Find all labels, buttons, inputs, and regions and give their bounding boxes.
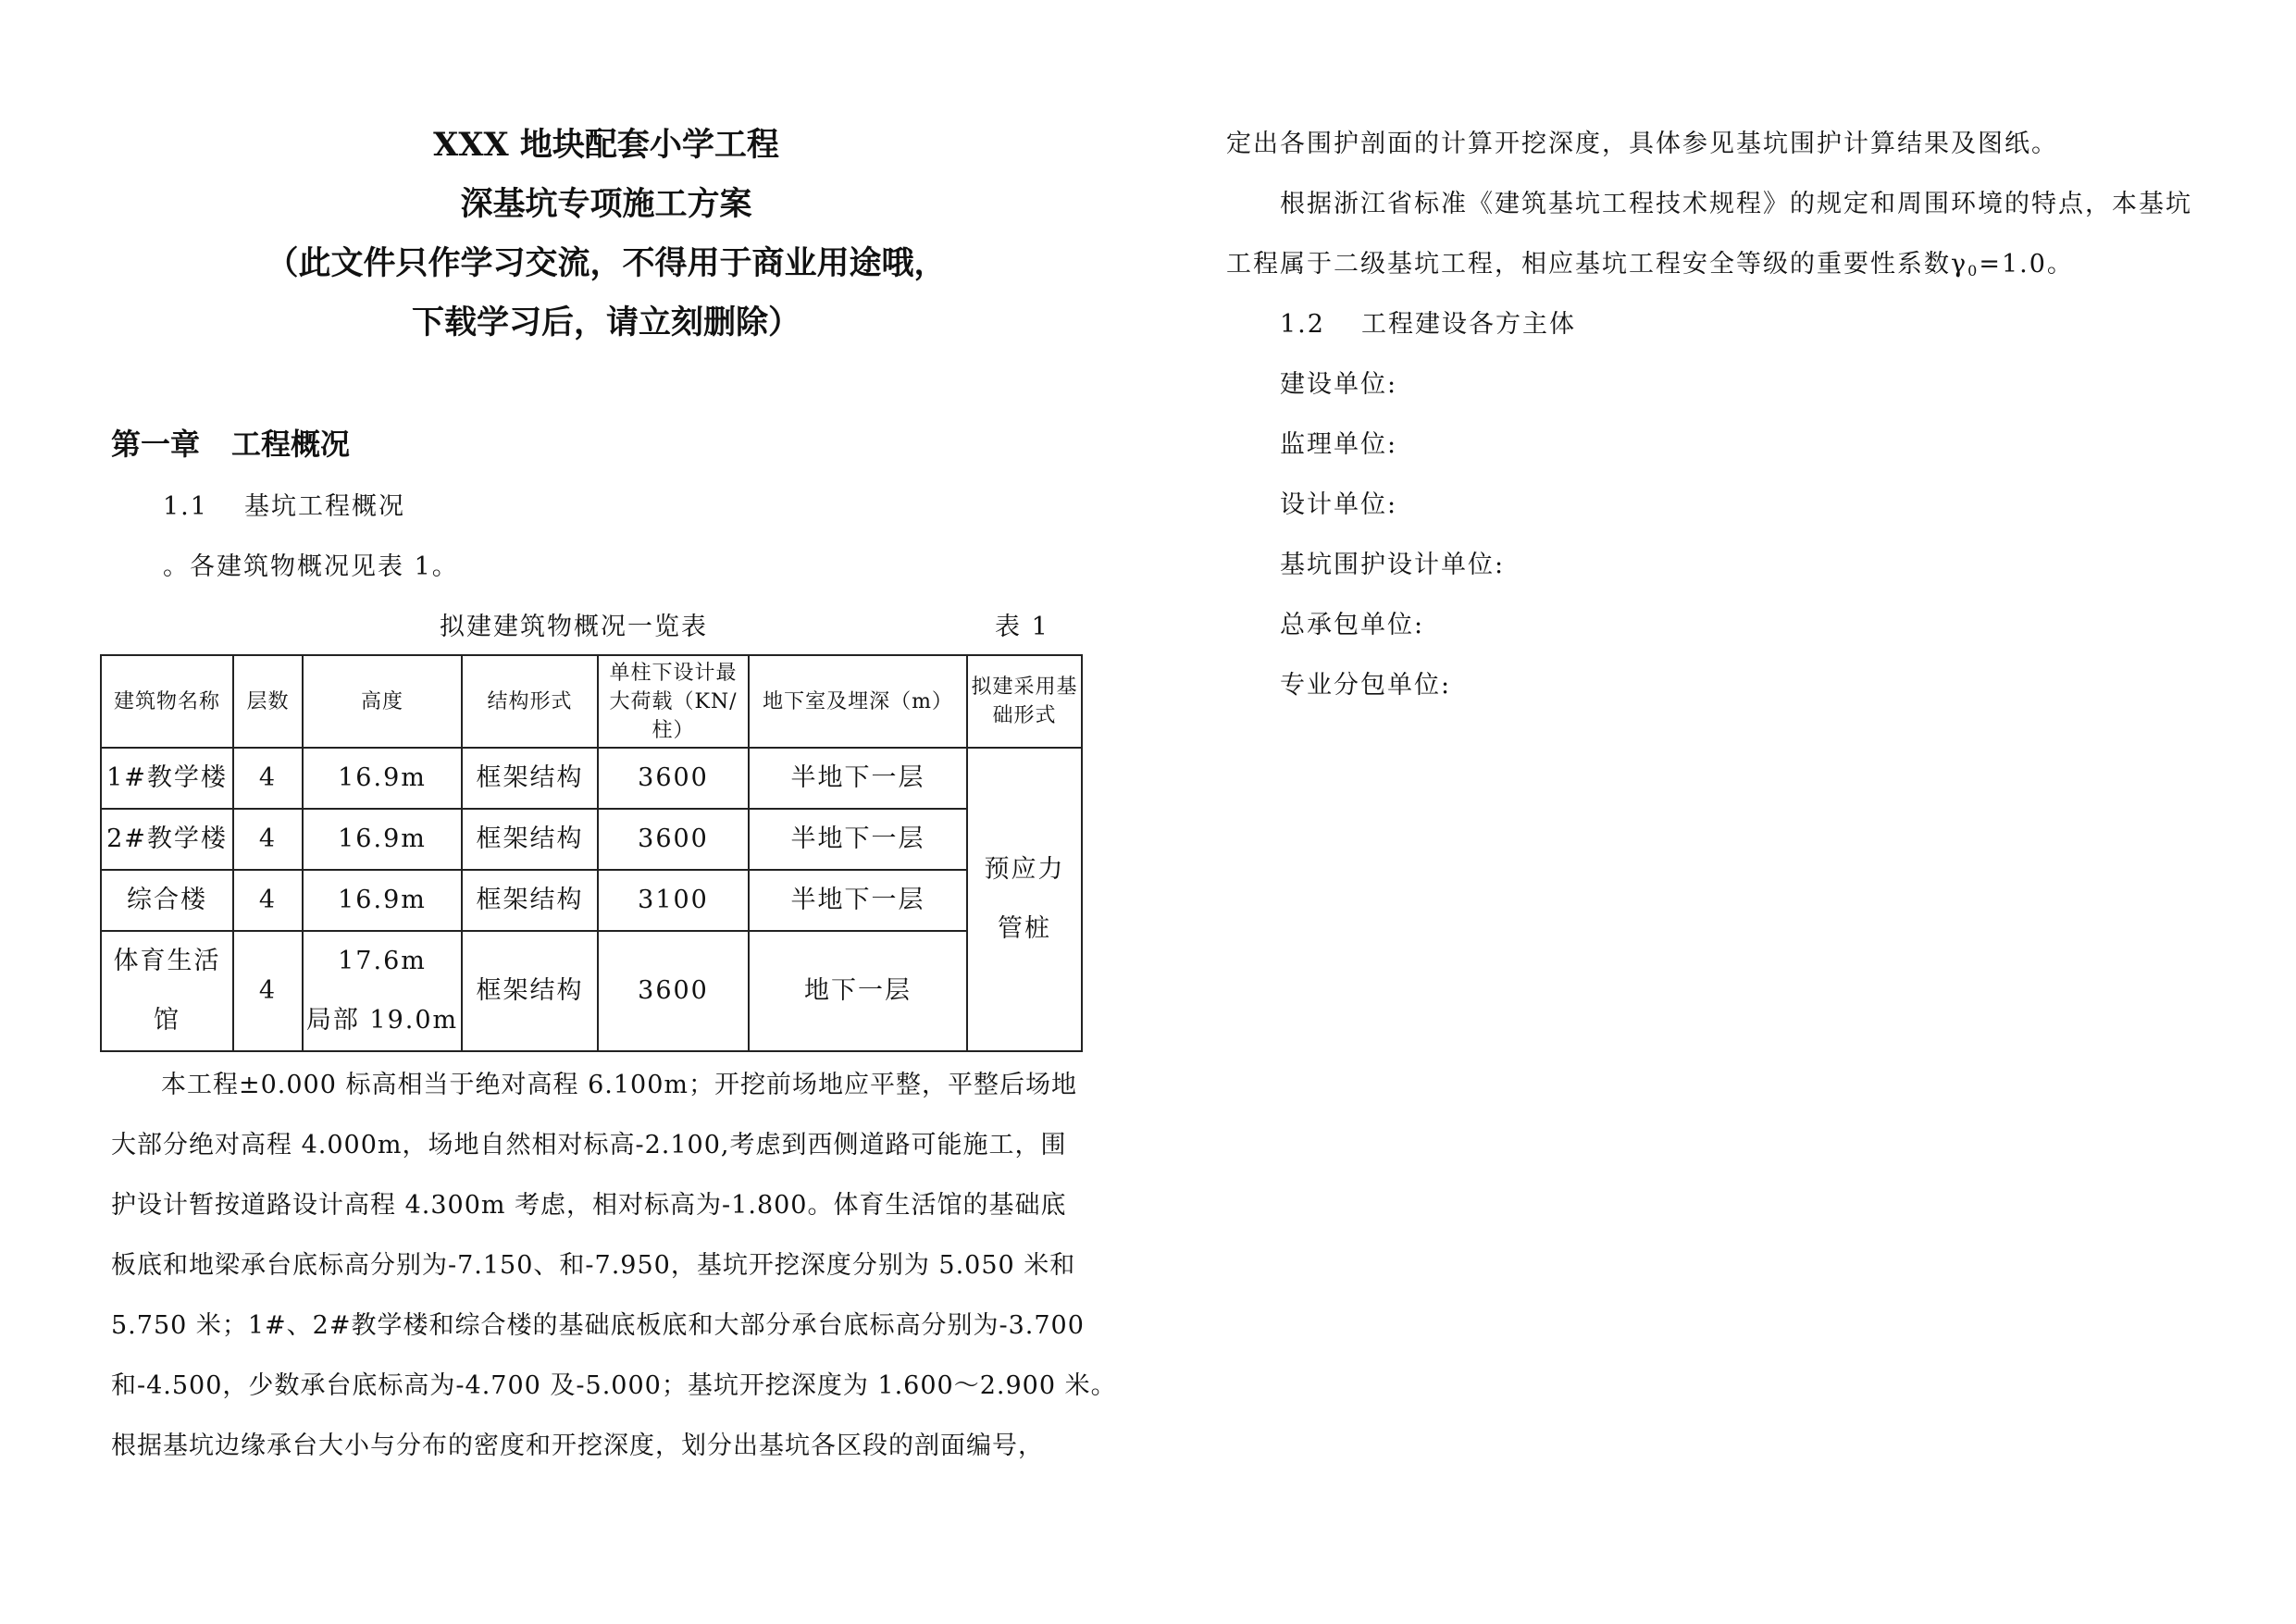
table-row [101, 870, 1082, 931]
paragraph-line: 和-4.500，少数承台底标高为-4.700 及-5.000；基坑开挖深度为 1.600～2.900 米。 [111, 1371, 1117, 1400]
cell-structure: 框架结构 [462, 870, 598, 931]
cell-name: 1#教学楼 [101, 748, 233, 809]
header-height: 高度 [303, 655, 462, 748]
intro-line: 。各建筑物概况见表 1。 [163, 552, 459, 581]
cell-name: 2#教学楼 [101, 809, 233, 870]
cell-basement: 半地下一层 [749, 809, 967, 870]
gamma-subscript: 0 [1967, 262, 1980, 279]
party-subcontractor: 专业分包单位: [1280, 671, 1452, 700]
cell-load: 3600 [598, 748, 749, 809]
cell-foundation: 预应力 管桩 [967, 748, 1082, 1051]
paragraph-line: 护设计暂按道路设计高程 4.300m 考虑，相对标高为-1.800。体育生活馆的基础底 [111, 1191, 1067, 1220]
cell-load: 3600 [598, 809, 749, 870]
cell-structure: 框架结构 [462, 931, 598, 1051]
table-caption: 拟建建筑物概况一览表 [440, 613, 708, 641]
title-line-3: （此文件只作学习交流，不得用于商业用途哦， [266, 244, 947, 282]
cell-basement: 地下一层 [749, 931, 967, 1051]
title-line-4: 下载学习后，请立刻删除） [411, 304, 800, 341]
cell-floors: 4 [233, 748, 303, 809]
cell-height: 16.9m [303, 809, 462, 870]
table-header-row [101, 655, 1082, 748]
chapter-name: 工程概况 [231, 427, 351, 462]
section-name: 工程建设各方主体 [1361, 310, 1576, 339]
header-floors: 层数 [233, 655, 303, 748]
section-heading-1-2 [1280, 304, 1576, 340]
header-max-load: 单柱下设计最大荷载（KN/柱） [598, 655, 749, 748]
section-number: 1.2 [1280, 310, 1325, 339]
cell-structure: 框架结构 [462, 748, 598, 809]
table-row [101, 809, 1082, 870]
paragraph-line: 5.750 米；1#、2#教学楼和综合楼的基础底板底和大部分承台底标高分别为-3.700 [111, 1311, 1085, 1340]
paragraph-line: 大部分绝对高程 4.000m，场地自然相对标高-2.100,考虑到西侧道路可能施工，围 [111, 1131, 1067, 1159]
header-foundation: 拟建采用基础形式 [967, 655, 1082, 748]
cell-height: 16.9m [303, 748, 462, 809]
header-structure: 结构形式 [462, 655, 598, 748]
table-row [101, 748, 1082, 809]
party-general-contractor: 总承包单位: [1280, 611, 1425, 639]
header-basement: 地下室及埋深（m） [749, 655, 967, 748]
cell-floors: 4 [233, 931, 303, 1051]
cell-basement: 半地下一层 [749, 748, 967, 809]
header-building-name: 建筑物名称 [101, 655, 233, 748]
cell-height: 17.6m 局部 19.0m [303, 931, 462, 1051]
chapter-heading [111, 421, 350, 464]
section-number: 1.1 [163, 492, 208, 521]
standard-line-2: 工程属于二级基坑工程，相应基坑工程安全等级的重要性系数γ0=1.0。 [1226, 250, 2074, 279]
table-number: 表 1 [995, 613, 1049, 641]
cell-floors: 4 [233, 809, 303, 870]
party-pit-design-unit: 基坑围护设计单位: [1280, 551, 1506, 579]
paragraph-line: 本工程±0.000 标高相当于绝对高程 6.100m；开挖前场地应平整，平整后场地 [161, 1071, 1077, 1099]
cell-basement: 半地下一层 [749, 870, 967, 931]
cell-name: 综合楼 [101, 870, 233, 931]
chapter-number: 第一章 [111, 427, 201, 462]
section-name: 基坑工程概况 [244, 492, 405, 521]
party-supervision-unit: 监理单位: [1280, 430, 1398, 459]
party-design-unit: 设计单位: [1280, 490, 1398, 519]
section-heading-1-1 [163, 486, 405, 522]
right-column [1148, 0, 2296, 1624]
party-construction-unit: 建设单位: [1280, 370, 1398, 399]
cell-load: 3100 [598, 870, 749, 931]
cell-name: 体育生活 馆 [101, 931, 233, 1051]
paragraph-line: 板底和地梁承台底标高分别为-7.150、和-7.950，基坑开挖深度分别为 5.050 米和 [111, 1251, 1076, 1280]
building-table [100, 654, 1083, 1052]
cell-height: 16.9m [303, 870, 462, 931]
document-title [148, 116, 1064, 353]
table-row [101, 931, 1082, 1051]
body-paragraph [111, 1055, 1117, 1476]
continued-line: 定出各围护剖面的计算开挖深度，具体参见基坑围护计算结果及图纸。 [1226, 130, 2058, 158]
standard-line-1: 根据浙江省标准《建筑基坑工程技术规程》的规定和周围环境的特点，本基坑 [1280, 190, 2192, 218]
cell-load: 3600 [598, 931, 749, 1051]
cell-floors: 4 [233, 870, 303, 931]
title-line-2: 深基坑专项施工方案 [460, 185, 752, 223]
paragraph-line: 根据基坑边缘承台大小与分布的密度和开挖深度，划分出基坑各区段的剖面编号， [111, 1432, 1044, 1460]
cell-structure: 框架结构 [462, 809, 598, 870]
title-line-1: XXX 地块配套小学工程 [433, 126, 779, 164]
